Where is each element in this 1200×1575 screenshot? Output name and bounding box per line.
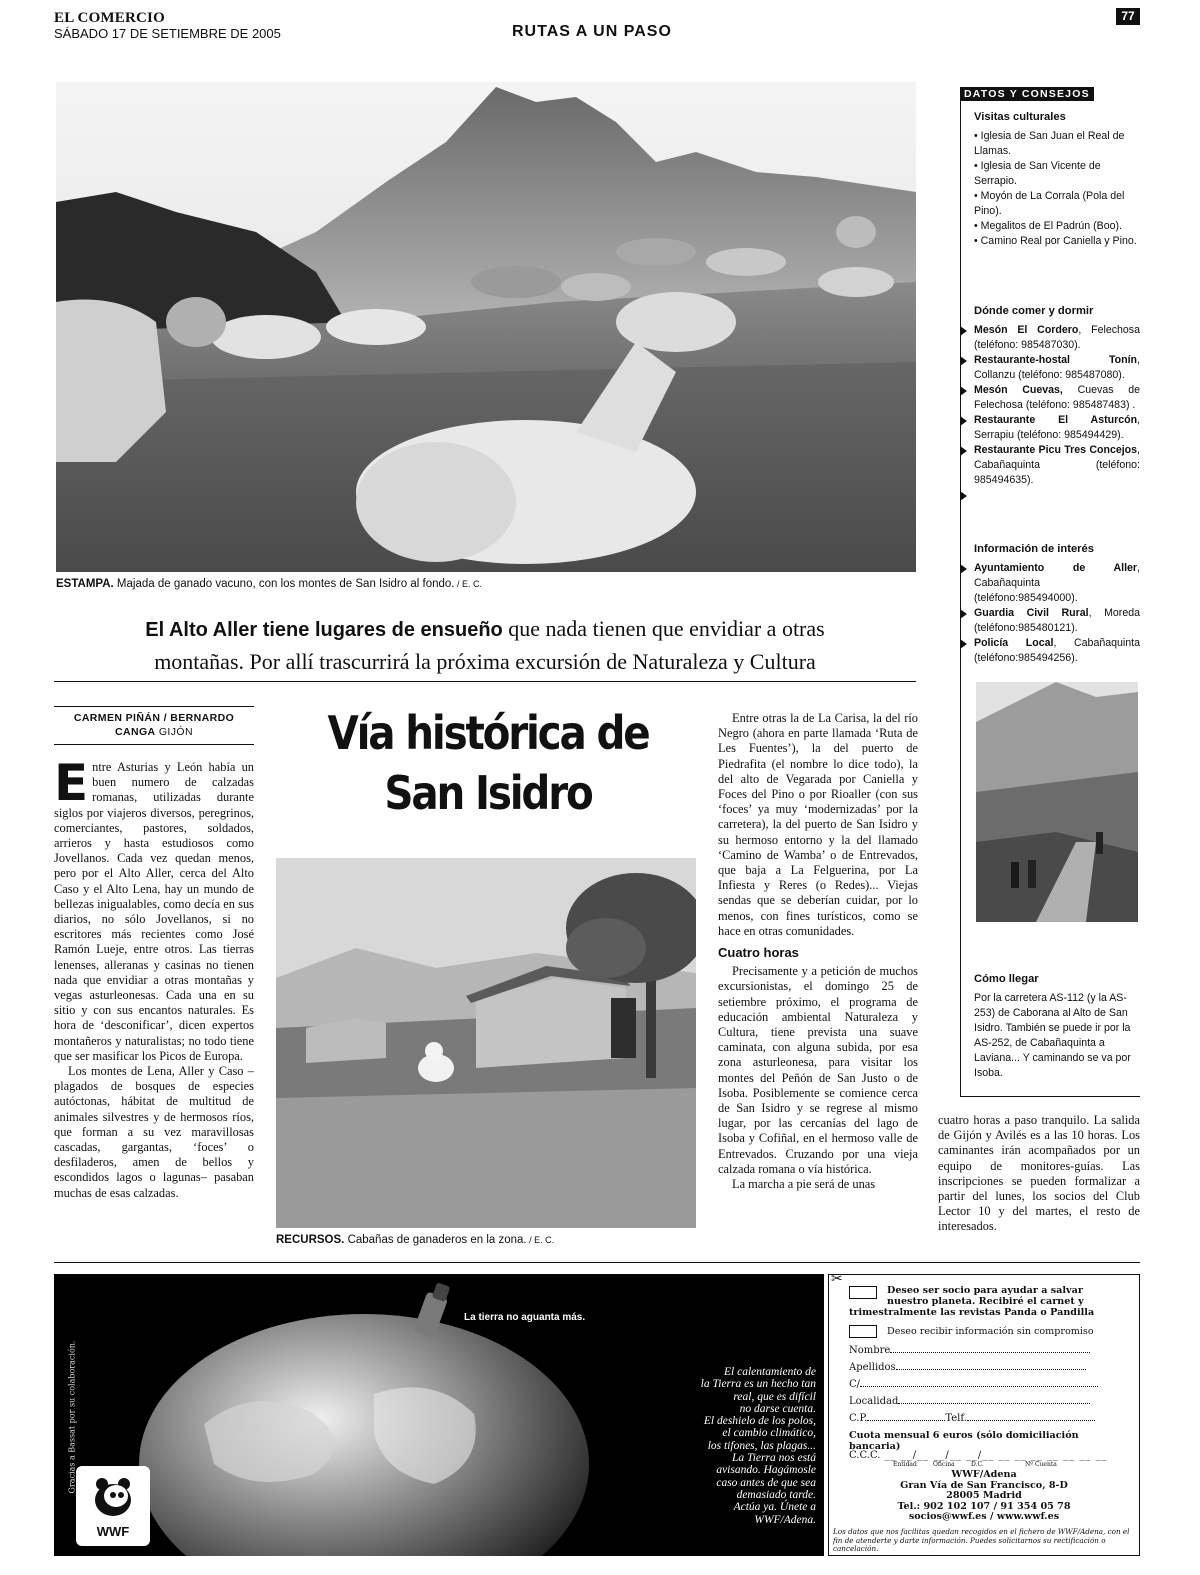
field-nombre[interactable] — [849, 1345, 1117, 1356]
arrow-icon — [960, 609, 967, 619]
ad-top-rule — [54, 1262, 1140, 1263]
ad-body-line: la Tierra es un hecho tan — [700, 1378, 816, 1391]
sidebar-cultural — [974, 110, 1140, 249]
paragraph: cuatro horas a paso tranquilo. La salida de Gijón y Avilés es a las 10 horas. Los caminantes irán acompañados por un equipo de monitores-guías. Las inscripciones se pueden formalizar a partir del lunes, los socios del Club Lector 10 y del martes, el resto de interesados. — [938, 1113, 1140, 1234]
ad-tagline: La tierra no aguanta más. — [464, 1312, 586, 1323]
list-item-empty — [974, 488, 1140, 503]
ad-body-line: Actúa ya. Únete a — [733, 1501, 816, 1514]
field-label: Apellidos — [849, 1362, 896, 1373]
ad-body-line: avisando. Hagámosle — [716, 1464, 816, 1477]
sidebar-photo-hikers — [976, 682, 1138, 922]
arrow-icon — [960, 326, 967, 336]
second-photo-cabins — [276, 858, 696, 1228]
paragraph-text: ntre Asturias y León había un buen numero de calzadas romanas, utilizadas durante siglos por viajeros diversos, peregrinos, comerciantes, pastores, soldados, arrieros y hasta estudiosos como Jovellanos. Cada vez quedan menos, pero por el Alto Aller, cerca del Alto Caso y el Alto Lena, hay un mundo de bellezas inigualables, como decía en sus diarios, no sólo Jovellanos, si no escritores más recientes como José Ramón Lueje, entre otros. Las tierras lenenses, alleranas y casinas no tienen nada que envidiar a otras montañas y vegas asturleonesas. Cada una en su sitio y con sus encantos naturales. Es hora de ‘desconificar’, dicen expertos montañeros y naturalistas; no todo tiene que ser masificar los Picos de Europa. — [54, 760, 254, 1063]
list-item: • Iglesia de San Juan el Real de Llamas. — [974, 130, 1125, 157]
list-item — [974, 443, 1140, 488]
arrow-icon — [960, 491, 967, 501]
field-line[interactable] — [898, 1403, 1090, 1404]
list-item: • Iglesia de San Vicente de Serrapio. — [974, 160, 1101, 187]
field-line[interactable] — [890, 1352, 1090, 1353]
caption-text: Majada de ganado vacuno, con los montes de San Isidro al fondo. — [113, 578, 455, 590]
scissors-icon: ✂ — [831, 1271, 843, 1287]
entry-name: Policía Local — [974, 637, 1054, 649]
list-item — [974, 353, 1140, 383]
entry-name: Ayuntamiento de Aller — [974, 562, 1138, 574]
phone: Tel.: 902 102 107 / 91 354 05 78 — [897, 1500, 1071, 1512]
section-title: RUTAS A UN PASO — [512, 23, 672, 40]
field-label: C.P. — [849, 1413, 868, 1424]
paragraph: La marcha a pie será de unas — [732, 1177, 876, 1192]
list-item: • Moyón de La Corrala (Pola del Pino). — [974, 190, 1125, 217]
arrow-icon — [960, 356, 967, 366]
subtitle-line1: que nada tienen que envidiar a otras — [502, 616, 825, 641]
caption-label: ESTAMPA. — [56, 578, 114, 590]
paragraph: Precisamente y a petición de muchos excursionistas, el domingo 25 de setiembre próximo, el programa de educación ambiental Naturaleza y Cultura, tiene prevista una suave caminata, con alguna subida, por esa zona asturleonesa, para visitar los montes del Peñón de San Justo o de Isoba. Posiblemente se comience cerca de San Isidro y se regrese al mismo lugar, por las cercanías del lago de Isoba y Cofiñal, en el hermoso valle de Entrevados. Cruzando por una vieja calzada romana o vía histórica. — [718, 964, 918, 1176]
field-localidad[interactable] — [849, 1396, 1117, 1407]
field-line[interactable] — [860, 1386, 1098, 1387]
option-2-text: Deseo recibir información sin compromiso — [887, 1326, 1094, 1337]
page-number: 77 — [1116, 8, 1140, 25]
main-photo-cows-mountains — [56, 82, 916, 572]
address-line: Gran Vía de San Francisco, 8-D — [900, 1479, 1068, 1491]
coupon-address — [839, 1470, 1129, 1523]
field-line[interactable] — [896, 1369, 1086, 1370]
ad-body-line: no darse cuenta. — [739, 1402, 816, 1415]
sidebar-info — [974, 542, 1140, 666]
sidebar — [960, 82, 1140, 1079]
field-label: C/ — [849, 1379, 861, 1390]
entry-detail: , Cabañaquinta (teléfono:985494000). — [974, 562, 1140, 604]
section-subhead: Cuatro horas — [718, 945, 799, 961]
list-item — [974, 636, 1140, 666]
photo-credit: / E. C. — [526, 1235, 555, 1245]
coupon-option-2 — [849, 1325, 1127, 1338]
sidebar-arrive — [974, 972, 1140, 1081]
entry-name: Guardia Civil Rural — [974, 607, 1089, 619]
article-column-1 — [54, 754, 254, 1201]
sidebar-heading: Cómo llegar — [974, 973, 1039, 985]
entry-name: Restaurante El Asturcón — [974, 414, 1138, 426]
entry-detail: Cuevas de Felechosa (teléfono: 985487483) . — [974, 384, 1140, 411]
paragraph: Los montes de Lena, Aller y Caso –plagados de bosques de especies autóctonas, hábitat de multitud de animales silvestres y de hermosos ríos, que forman a su vez maravillosas cascadas, gargantas, ‘foces’ o desfiladeros, amen de bellos y escondidos lagos o lagunas– pasaban muchas de esas calzadas. — [54, 1064, 254, 1200]
membership-coupon — [828, 1271, 1140, 1556]
sidebar-arrive-text: Por la carretera AS-112 (y la AS-253) de Caborana al Alto de San Isidro. También se puede ir por la AS-252, de Cabañaquinta a Laviana... Y caminando se va por Isoba. — [974, 992, 1131, 1079]
entry-detail: , Serrapiu (teléfono: 985494429). — [974, 414, 1140, 441]
sidebar-title: DATOS Y CONSEJOS — [960, 87, 1094, 101]
caption-text: Cabañas de ganaderos en la zona. — [344, 1234, 527, 1246]
address-line: 28005 Madrid — [946, 1490, 1022, 1501]
headline-line1: Vía histórica de — [327, 706, 649, 760]
panda-icon — [76, 1466, 150, 1526]
list-item: • Camino Real por Caniella y Pino. — [974, 235, 1137, 247]
entry-detail: , Felechosa (teléfono: 985487030). — [974, 324, 1140, 351]
entry-name: Mesón El Cordero — [974, 324, 1079, 336]
ad-side-text: Gracias a Bassat por su colaboración. — [67, 1340, 77, 1494]
coupon-legal: Los datos que nos facilitas quedan recogidos en el fichero de WWF/Adena, con el fin de atenderte y darte información. Puedes solicitarnos su rectificación o cancelación. — [833, 1527, 1130, 1553]
photo-credit: / E. C. — [454, 579, 482, 589]
wwf-logo — [76, 1466, 150, 1546]
arrow-icon — [960, 416, 967, 426]
field-apellidos[interactable] — [849, 1362, 1117, 1373]
ad-body-line: El calentamiento de — [724, 1366, 816, 1378]
ccc-label: Entidad — [893, 1461, 917, 1468]
subtitle-bold: El Alto Aller tiene lugares de ensueño — [145, 619, 503, 641]
ad-body-line: demasiado tarde. — [736, 1488, 816, 1501]
list-item — [974, 561, 1140, 606]
dropcap: E — [54, 754, 89, 812]
wwf-logo-text: WWF — [96, 1524, 130, 1539]
arrow-icon — [960, 446, 967, 456]
org-name: WWF/Adena — [951, 1469, 1017, 1480]
coupon-fee: Cuota mensual 6 euros (sólo domiciliación bancaria) — [849, 1430, 1079, 1452]
subtitle-line2: montañas. Por allí trascurrirá la próxima excursión de Naturaleza y Cultura — [154, 649, 816, 674]
arrow-icon — [960, 639, 967, 649]
arrow-icon — [960, 564, 967, 574]
byline-rule-bottom — [54, 744, 254, 745]
publication-date: SÁBADO 17 DE SETIEMBRE DE 2005 — [54, 26, 281, 41]
option-1-text: Deseo ser socio para ayudar a salvar nuestro planeta. Recibiré el carnet y trimestralmente las revistas Panda o Pandilla — [849, 1285, 1095, 1318]
headline-line2: San Isidro — [384, 766, 592, 820]
field-line[interactable] — [967, 1420, 1095, 1421]
list-item — [974, 606, 1140, 636]
sidebar-rule — [960, 96, 961, 1096]
field-ccc[interactable]: C.C.C. __ __/__ __/__ __/__ __ __ __ __ __ __ __ — [849, 1450, 1108, 1461]
field-line[interactable] — [867, 1420, 945, 1421]
article-column-3 — [718, 711, 918, 1192]
ad-body-line: el cambio climático, — [722, 1427, 816, 1440]
ccc-label: Oficina — [933, 1461, 955, 1468]
entry-name: Mesón Cuevas, — [974, 384, 1063, 396]
field-label: Telf. — [945, 1413, 967, 1424]
entry-name: Restaurante-hostal Tonín — [974, 354, 1138, 366]
option-1-checkbox[interactable] — [849, 1286, 877, 1299]
list-item — [974, 383, 1140, 413]
ad-body-line: WWF/Adena. — [754, 1513, 816, 1526]
byline-rule-top — [54, 706, 254, 707]
ccc-label: D.C. — [971, 1461, 984, 1468]
second-photo-caption — [276, 1234, 696, 1246]
entry-name: Restaurante Picu Tres Concejos — [974, 444, 1138, 456]
ad-side-text-wrap — [62, 1304, 76, 1494]
article-subtitle — [54, 613, 916, 678]
entry-detail: , Collanzu (teléfono: 985487080). — [974, 354, 1140, 381]
byline-authors: CARMEN PIÑÁN / BERNARDO CANGA — [73, 712, 235, 738]
ad-body-line: real, que es difícil — [733, 1390, 816, 1403]
sidebar-heading: Visitas culturales — [974, 111, 1066, 123]
sidebar-eat — [974, 304, 1140, 503]
list-item — [974, 323, 1140, 353]
paragraph: Entre otras la de La Carisa, la del río Negro (ahora en parte llamada ‘Ruta de Les Fuentes’), la del puerto de Piedrafita (el nombre lo dice todo), la del alto de Vegarada por Caniella y Foces del Pino o por Rioaller (con sus ‘foces’ ya muy ‘modernizadas’ por la carretera), la del puerto de San Isidro y su hermoso entorno y la del llamado ‘Camino de Wamba’ o de Entrevados, que baja a La Felguerina, por La Infiesta y Reres (o Redes)... Viejas sendas que se deberían cuidar, por lo menos, con fines turísticos, como se hace en otras comunidades. — [718, 711, 918, 938]
article-column-4 — [938, 1113, 1140, 1235]
ad-body-text — [624, 1366, 816, 1526]
field-cp-telf[interactable] — [849, 1413, 1117, 1424]
website[interactable]: socios@wwf.es / www.wwf.es — [908, 1511, 1060, 1522]
entry-detail: , Cabañaquinta (teléfono: 985494635). — [974, 444, 1140, 486]
caption-label: RECURSOS. — [276, 1234, 345, 1246]
ad-body-line: caso antes de que sea — [716, 1476, 816, 1489]
masthead: EL COMERCIO — [54, 10, 165, 26]
field-label: Localidad — [849, 1396, 899, 1407]
entry-detail: , Moreda (teléfono:985480121). — [974, 607, 1140, 634]
byline — [54, 711, 254, 739]
entry-detail: , Cabañaquinta (teléfono:985494256). — [974, 637, 1140, 664]
headline — [294, 703, 681, 823]
option-2-checkbox[interactable] — [849, 1325, 877, 1338]
field-calle[interactable] — [849, 1379, 1117, 1390]
ccc-label: Nº Cuenta — [1025, 1461, 1057, 1468]
sidebar-bottom-rule — [960, 1096, 1140, 1097]
list-item — [974, 413, 1140, 443]
main-photo-caption — [56, 578, 916, 590]
paragraph — [54, 754, 254, 1064]
field-label: Nombre — [849, 1345, 891, 1356]
arrow-icon — [960, 386, 967, 396]
coupon-option-1 — [849, 1285, 1127, 1318]
field-label: C.C.C. — [849, 1450, 881, 1461]
ad-body-line: La Tierra nos está — [731, 1452, 816, 1465]
ad-body-line: El deshielo de los polos, — [703, 1415, 816, 1428]
ad-body-line: los tifones, las plagas... — [707, 1439, 816, 1452]
sidebar-heading: Información de interés — [974, 543, 1094, 555]
sidebar-heading: Dónde comer y dormir — [974, 305, 1094, 317]
list-item: • Megalitos de El Padrún (Boo). — [974, 220, 1122, 232]
subtitle-rule — [54, 681, 916, 682]
wwf-advertisement — [54, 1274, 824, 1556]
byline-location: GIJÓN — [155, 726, 193, 738]
